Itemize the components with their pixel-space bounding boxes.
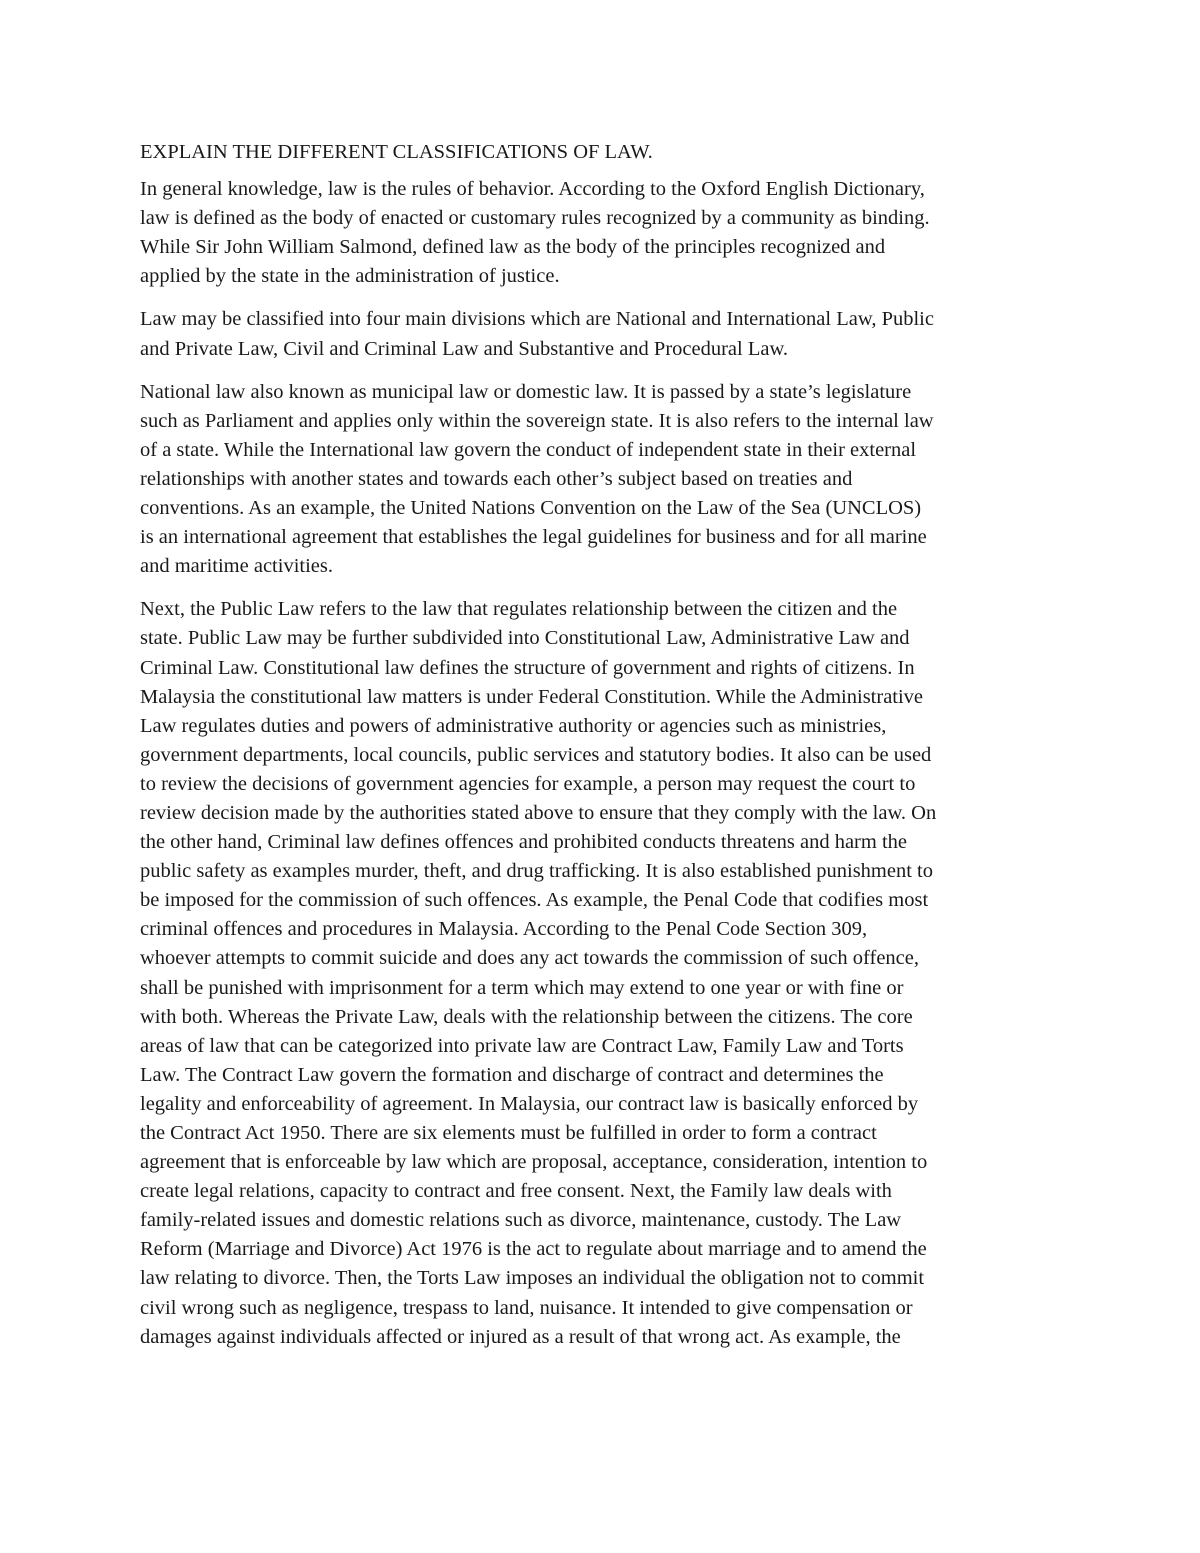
text-line: Next, the Public Law refers to the law that regulates relationship between the citizen and the [140, 598, 898, 621]
text-line: criminal offences and procedures in Malaysia. According to the Penal Code Section 309, [140, 918, 868, 941]
text-line: law is defined as the body of enacted or customary rules recognized by a community as binding. [140, 207, 930, 230]
text-line: is an international agreement that establishes the legal guidelines for business and for all marine [140, 526, 927, 549]
text-line: Law. The Contract Law govern the formation and discharge of contract and determines the [140, 1063, 884, 1086]
text-line: Law regulates duties and powers of administrative authority or agencies such as ministries, [140, 714, 887, 737]
paragraph [140, 378, 1065, 582]
text-line: state. Public Law may be further subdivided into Constitutional Law, Administrative Law and [140, 627, 910, 650]
text-line: government departments, local councils, public services and statutory bodies. It also can be used [140, 743, 932, 766]
text-line: While Sir John William Salmond, defined law as the body of the principles recognized and [140, 236, 886, 259]
text-line: of a state. While the International law govern the conduct of independent state in their external [140, 438, 917, 461]
text-line: shall be punished with imprisonment for a term which may extend to one year or with fine or [140, 976, 904, 999]
text-line: public safety as examples murder, theft, and drug trafficking. It is also established punishment to [140, 860, 933, 883]
text-line: and maritime activities. [140, 555, 333, 578]
text-line: Criminal Law. Constitutional law defines the structure of government and rights of citizens. In [140, 656, 915, 679]
text-line: Law may be classified into four main divisions which are National and International Law, Public [140, 308, 934, 331]
text-line: areas of law that can be categorized into private law are Contract Law, Family Law and Torts [140, 1034, 904, 1057]
text-line: review decision made by the authorities stated above to ensure that they comply with the law. On [140, 801, 937, 824]
text-line: Malaysia the constitutional law matters is under Federal Constitution. While the Administrative [140, 685, 924, 708]
text-line: civil wrong such as negligence, trespass to land, nuisance. It intended to give compensation or [140, 1296, 913, 1319]
paragraph [140, 175, 1065, 291]
paragraph [140, 595, 1065, 1351]
text-line: Reform (Marriage and Divorce) Act 1976 is the act to regulate about marriage and to amend the [140, 1238, 927, 1261]
text-line: agreement that is enforceable by law which are proposal, acceptance, consideration, intention to [140, 1151, 928, 1174]
paragraph [140, 305, 1065, 363]
text-line: In general knowledge, law is the rules of behavior. According to the Oxford English Dictionary, [140, 178, 925, 201]
text-line: law relating to divorce. Then, the Torts Law imposes an individual the obligation not to commit [140, 1267, 925, 1290]
text-line: the Contract Act 1950. There are six elements must be fulfilled in order to form a contract [140, 1122, 877, 1144]
text-line: the other hand, Criminal law defines offences and prohibited conducts threatens and harm the [140, 831, 907, 854]
text-line: to review the decisions of government agencies for example, a person may request the court to [140, 772, 916, 795]
text-line: damages against individuals affected or injured as a result of that wrong act. As example, the [140, 1325, 901, 1348]
text-line: such as Parliament and applies only within the sovereign state. It is also refers to the internal law [140, 409, 934, 432]
text-line: whoever attempts to commit suicide and does any act towards the commission of such offence, [140, 947, 919, 970]
text-line: and Private Law, Civil and Criminal Law and Substantive and Procedural Law. [140, 337, 789, 360]
text-line: family-related issues and domestic relations such as divorce, maintenance, custody. The Law [140, 1209, 902, 1232]
text-line: applied by the state in the administration of justice. [140, 265, 560, 288]
text-line: with both. Whereas the Private Law, deals with the relationship between the citizens. The core [140, 1005, 913, 1028]
text-line: be imposed for the commission of such offences. As example, the Penal Code that codifies most [140, 889, 929, 912]
text-line: legality and enforceability of agreement. In Malaysia, our contract law is basically enforced by [140, 1092, 919, 1115]
document-heading: EXPLAIN THE DIFFERENT CLASSIFICATIONS OF LAW. [140, 141, 653, 163]
text-line: conventions. As an example, the United Nations Convention on the Law of the Sea (UNCLOS) [140, 497, 922, 520]
document-body [140, 138, 1065, 1366]
paragraph-list [140, 175, 1065, 1352]
text-line: National law also known as municipal law or domestic law. It is passed by a state’s legislature [140, 380, 912, 403]
text-line: create legal relations, capacity to contract and free consent. Next, the Family law deals with [140, 1180, 892, 1203]
text-line: relationships with another states and towards each other’s subject based on treaties and [140, 467, 853, 490]
